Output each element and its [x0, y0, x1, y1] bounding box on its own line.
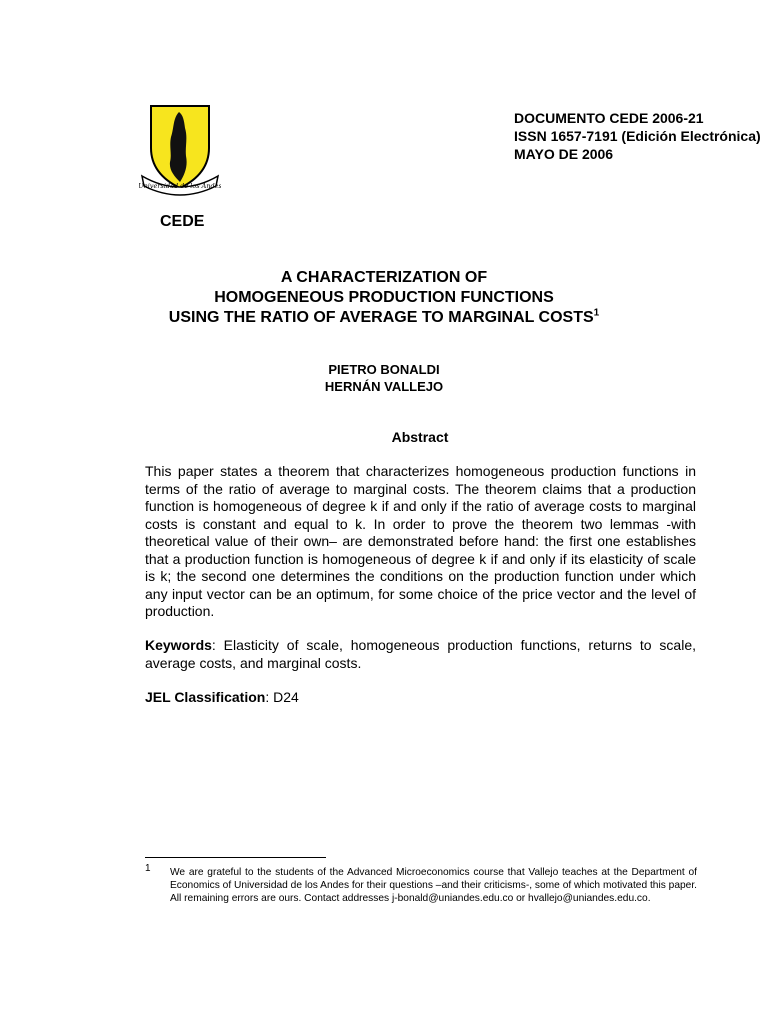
jel-text: : D24: [265, 689, 299, 705]
title-line-3-text: USING THE RATIO OF AVERAGE TO MARGINAL COSTS: [168, 309, 594, 326]
title-line-1: A CHARACTERIZATION OF: [280, 269, 488, 286]
jel-label: JEL Classification: [145, 689, 266, 705]
author-name: PIETRO BONALDI: [328, 362, 440, 377]
keywords: [145, 637, 696, 672]
document-number: DOCUMENTO CEDE 2006-21: [514, 110, 704, 126]
footnote-divider: [145, 857, 326, 858]
document-issn: ISSN 1657-7191 (Edición Electrónica): [514, 128, 761, 144]
footnote-marker: 1: [145, 863, 151, 874]
author-name: HERNÁN VALLEJO: [324, 379, 444, 394]
title-line-3: [0, 308, 768, 328]
abstract-body: This paper states a theorem that characterizes homogeneous production functions in terms of the ratio of average to marginal costs. The theorem claims that a production function is homogeneous of degree k if and only if the ratio of average costs to marginal costs is constant and equal to k. In order to prove the theorem two lemmas -with theoretical value of their own– are demonstrated before hand: the first one establishes that a production function is homogeneous of degree k if and only if its elasticity of scale is k; the second one determines the conditions on the production function under which any input vector can be an optimum, for some choice of the price vector and the level of production.: [145, 463, 696, 619]
keywords-label: Keywords: [145, 637, 212, 653]
university-shield-logo: [139, 104, 221, 196]
keywords-text: : Elasticity of scale, homogeneous production functions, returns to scale, average costs, and marginal costs.: [145, 637, 696, 671]
title-line-2: HOMOGENEOUS PRODUCTION FUNCTIONS: [214, 289, 554, 306]
document-date: MAYO DE 2006: [514, 146, 614, 162]
logo-motto: Universidad de los Andes: [139, 182, 221, 190]
jel-classification: [145, 689, 299, 705]
shield-icon: [139, 104, 221, 196]
document-info: [514, 109, 761, 163]
abstract-heading: Abstract: [391, 429, 449, 445]
title-footnote-marker[interactable]: 1: [593, 307, 600, 319]
institution-name: CEDE: [160, 213, 205, 230]
footnote-text: We are grateful to the students of the Advanced Microeconomics course that Vallejo teaches at the Department of Economics of Universidad de los Andes for their questions –and their criticisms-, some of which motivated this paper. All remaining errors are ours. Contact addresses j-bonald@uniandes.edu.co or hvallejo@uniandes.edu.co.: [170, 867, 697, 904]
paper-title: [0, 268, 768, 328]
author-list: [0, 361, 768, 395]
